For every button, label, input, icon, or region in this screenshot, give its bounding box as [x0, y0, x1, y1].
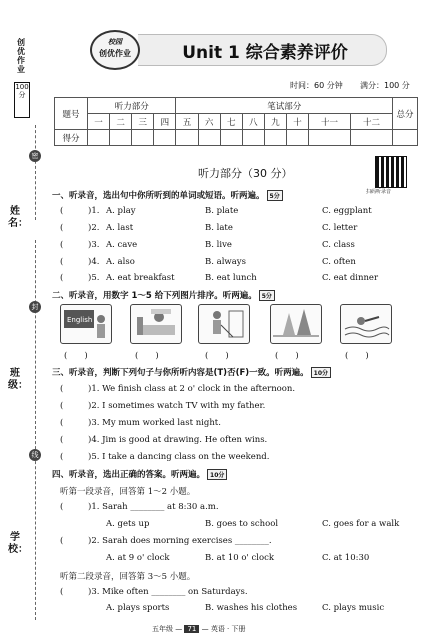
page-title: Unit 1 综合素养评价	[182, 43, 348, 63]
time-limit: 时间：60 分钟	[290, 81, 343, 90]
question-number: )3.	[88, 240, 100, 250]
section-4-intro-2: 听第二段录音，回答第 3～5 小题。	[60, 572, 196, 582]
section-4-intro-1: 听第一段录音，回答第 1～2 小题。	[60, 487, 196, 497]
answer-bracket[interactable]: (	[60, 401, 64, 411]
trees-icon	[271, 305, 321, 343]
header-cell: 题号	[55, 98, 88, 130]
option-b: B. washes his clothes	[205, 603, 298, 613]
option-b: B. plate	[205, 206, 239, 216]
numeral-cell: 七	[220, 114, 242, 130]
numeral-cell: 四	[154, 114, 176, 130]
statement: )3. My mum worked last night.	[88, 418, 221, 428]
answer-bracket[interactable]: ( )	[345, 351, 369, 361]
question-number: )4.	[88, 257, 100, 267]
option-c: C. class	[322, 240, 355, 250]
option-a: A. also	[106, 257, 135, 267]
sidebar-brand-score: 100分	[14, 82, 30, 118]
numeral-cell: 一	[88, 114, 110, 130]
answer-bracket[interactable]: (	[60, 223, 64, 233]
page-footer: 五年级 — 71 — 英语 · 下册	[152, 625, 246, 633]
numeral-cell: 十二	[350, 114, 392, 130]
option-a: A. cave	[106, 240, 138, 250]
answer-bracket[interactable]: (	[60, 418, 64, 428]
answer-bracket[interactable]: (	[60, 502, 64, 512]
option-c: C. goes for a walk	[322, 519, 400, 529]
header-cell: 总分	[393, 98, 418, 130]
option-b: B. live	[205, 240, 232, 250]
score-label-cell: 得分	[55, 130, 88, 146]
answer-bracket[interactable]: (	[60, 452, 64, 462]
score-cell[interactable]	[220, 130, 242, 146]
points-badge: 5分	[267, 190, 283, 201]
answer-bracket[interactable]: (	[60, 240, 64, 250]
score-cell[interactable]	[198, 130, 220, 146]
name-label: 姓名：	[8, 206, 28, 229]
score-cell[interactable]	[393, 130, 418, 146]
answer-bracket[interactable]: (	[60, 257, 64, 267]
header-cell: 听力部分	[88, 98, 176, 114]
cut-line	[35, 240, 36, 620]
option-b: B. always	[205, 257, 246, 267]
numeral-cell: 八	[242, 114, 264, 130]
numeral-cell: 三	[132, 114, 154, 130]
option-a: A. plays sports	[106, 603, 170, 613]
question-number: )5.	[88, 273, 100, 283]
option-c: C. often	[322, 257, 356, 267]
option-c: C. eggplant	[322, 206, 372, 216]
sidebar-brand: 创优作业	[17, 38, 25, 74]
answer-bracket[interactable]: (	[60, 435, 64, 445]
answer-bracket[interactable]: ( )	[64, 351, 88, 361]
svg-text:English: English	[67, 316, 93, 324]
school-label: 学校：	[8, 532, 28, 555]
numeral-cell: 五	[176, 114, 198, 130]
question-text: )1. Sarah ________ at 8:30 a.m.	[88, 502, 219, 512]
publisher-logo: 校园 创优作业	[90, 30, 140, 70]
option-c: C. at 10:30	[322, 553, 370, 563]
option-a: A. gets up	[106, 519, 150, 529]
option-b: B. goes to school	[205, 519, 279, 529]
numeral-cell: 九	[264, 114, 286, 130]
score-cell[interactable]	[110, 130, 132, 146]
option-b: B. eat lunch	[205, 273, 257, 283]
score-cell[interactable]	[88, 130, 110, 146]
points-badge: 5分	[259, 290, 275, 301]
option-a: A. eat breakfast	[106, 273, 175, 283]
numeral-cell: 二	[110, 114, 132, 130]
cut-label-xian: 线	[29, 449, 41, 461]
statement: )4. Jim is good at drawing. He often wins.	[88, 435, 268, 445]
answer-bracket[interactable]: ( )	[135, 351, 159, 361]
score-cell[interactable]	[264, 130, 286, 146]
cut-label-mi: 密	[29, 150, 41, 162]
qr-label: 扫码听录音	[366, 189, 392, 195]
answer-bracket[interactable]: (	[60, 384, 64, 394]
option-c: C. eat dinner	[322, 273, 379, 283]
question-number: )1.	[88, 206, 100, 216]
score-cell[interactable]	[176, 130, 198, 146]
option-c: C. plays music	[322, 603, 385, 613]
score-cell[interactable]	[242, 130, 264, 146]
question-text: )3. Mike often ________ on Saturdays.	[88, 587, 248, 597]
answer-bracket[interactable]: ( )	[275, 351, 299, 361]
option-c: C. letter	[322, 223, 358, 233]
section-1-title: 一、听录音，选出句中你所听到的单词或短语。听两遍。 5分	[52, 189, 283, 201]
picture-house-chores	[198, 304, 250, 344]
points-badge: 10分	[207, 469, 227, 480]
numeral-cell: 十	[286, 114, 308, 130]
statement: )5. I take a dancing class on the weekend.	[88, 452, 270, 462]
swimmer-icon	[341, 305, 391, 343]
option-a: A. last	[106, 223, 134, 233]
statement: )1. We finish class at 2 o' clock in the afternoon.	[88, 384, 296, 394]
numeral-cell: 十一	[309, 114, 351, 130]
picture-nature-scene	[270, 304, 322, 344]
picture-english-class	[60, 304, 112, 344]
cut-line	[35, 125, 36, 220]
points-badge: 10分	[311, 367, 331, 378]
class-label: 班级：	[8, 368, 28, 391]
score-cell[interactable]	[309, 130, 351, 146]
teacher-blackboard-icon	[61, 305, 111, 343]
header-cell: 笔试部分	[176, 98, 393, 114]
qr-code-icon[interactable]	[375, 156, 407, 188]
full-score: 满分：100 分	[360, 81, 410, 90]
bed-child-icon	[131, 305, 181, 343]
option-a: A. play	[106, 206, 136, 216]
picture-swimming	[340, 304, 392, 344]
answer-bracket[interactable]: (	[60, 273, 64, 283]
section-4-title: 四、听录音，选出正确的答案。听两遍。 10分	[52, 468, 227, 480]
answer-bracket[interactable]: (	[60, 536, 64, 546]
answer-bracket[interactable]: ( )	[205, 351, 229, 361]
section-3-title: 三、听录音，判断下列句子与你所听内容是(T)否(F)一致。听两遍。 10分	[52, 366, 331, 378]
listening-heading: 听力部分（30 分）	[198, 167, 293, 180]
statement: )2. I sometimes watch TV with my father.	[88, 401, 266, 411]
answer-bracket[interactable]: (	[60, 206, 64, 216]
score-cell[interactable]	[350, 130, 392, 146]
score-cell[interactable]	[286, 130, 308, 146]
score-cell[interactable]	[132, 130, 154, 146]
option-a: A. at 9 o' clock	[106, 553, 170, 563]
cut-label-feng: 封	[29, 301, 41, 313]
section-2-title: 二、听录音，用数字 1～5 给下列图片排序。听两遍。 5分	[52, 289, 275, 301]
question-number: )2.	[88, 223, 100, 233]
page-number: 71	[184, 625, 199, 633]
option-b: B. late	[205, 223, 233, 233]
answer-bracket[interactable]: (	[60, 587, 64, 597]
score-table	[54, 97, 418, 146]
score-cell[interactable]	[154, 130, 176, 146]
child-cleaning-icon	[199, 305, 249, 343]
option-b: B. at 10 o' clock	[205, 553, 275, 563]
numeral-cell: 六	[198, 114, 220, 130]
picture-bedroom	[130, 304, 182, 344]
question-text: )2. Sarah does morning exercises ________.	[88, 536, 272, 546]
binding-sidebar	[0, 0, 44, 640]
